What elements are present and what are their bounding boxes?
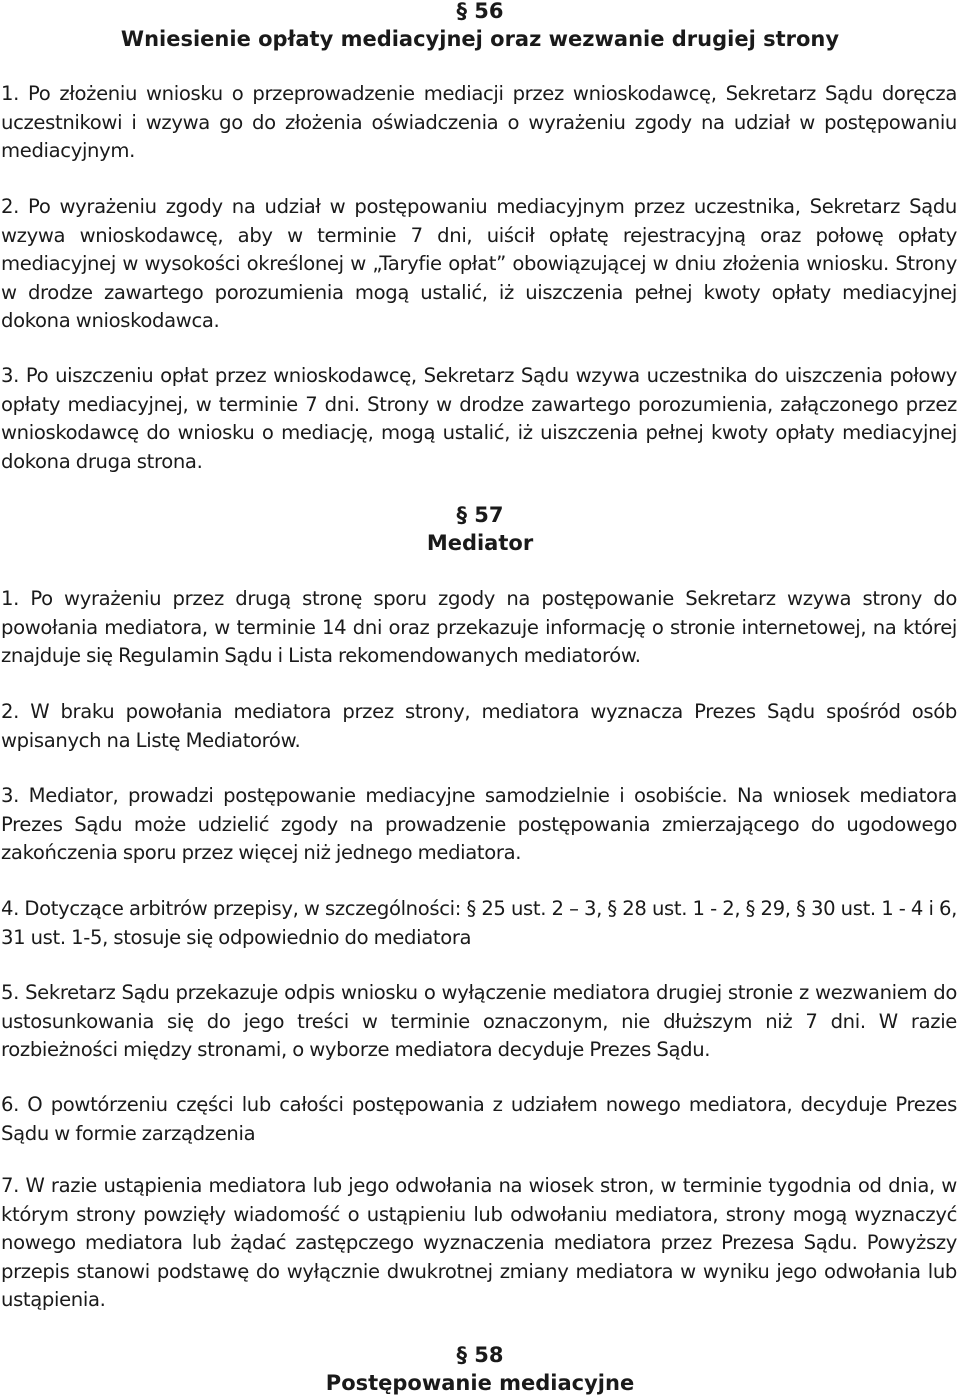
section-number: § 57 <box>456 503 504 527</box>
section-title: Mediator <box>426 531 534 555</box>
paragraph: 4. Dotyczące arbitrów przepisy, w szczególności: § 25 ust. 2 – 3, § 28 ust. 1 - 2, § 29, § 30 ust. 1 - 4 i 6, 31 ust. 1-5, stosuje się odpowiednio do mediatora <box>1 897 957 949</box>
paragraph: 1. Po złożeniu wniosku o przeprowadzenie mediacji przez wnioskodawcę, Sekretarz Sądu doręcza uczestnikowi i wzywa go do złożenia oświadczenia o wyrażeniu zgody na udział w postępowaniu mediacyjnym. <box>1 82 957 162</box>
section-number: § 58 <box>456 1343 504 1367</box>
paragraph: 6. O powtórzeniu części lub całości postępowania z udziałem nowego mediatora, decyduje Prezes Sądu w formie zarządzenia <box>1 1093 957 1145</box>
paragraph: 2. W braku powołania mediatora przez strony, mediatora wyznacza Prezes Sądu spośród osób wpisanych na Listę Mediatorów. <box>1 700 957 752</box>
paragraph: 5. Sekretarz Sądu przekazuje odpis wniosku o wyłączenie mediatora drugiej stronie z wezwaniem do ustosunkowania się do jego treści w terminie oznaczonym, nie dłuższym niż 7 dni. W razie rozbieżności między stronami, o wyborze mediatora decyduje Prezes Sądu. <box>1 981 957 1061</box>
section-title: Postępowanie mediacyjne <box>325 1371 635 1395</box>
paragraph: 7. W razie ustąpienia mediatora lub jego odwołania na wiosek stron, w terminie tygodnia od dnia, w którym strony powzięły wiadomość o ustąpieniu lub odwołaniu mediatora, strony mogą wyznaczyć nowego mediatora lub żądać zastępczego wyznaczenia mediatora przez Prezesa Sądu. Powyższy przepis stanowi podstawę do wyłącznie dwukrotnej zmiany mediatora w wyniku jego odwołania lub ustąpienia. <box>1 1174 957 1311</box>
paragraph: 2. Po wyrażeniu zgody na udział w postępowaniu mediacyjnym przez uczestnika, Sekretarz Sądu wzywa wnioskodawcę, aby w terminie 7 dni, uiścił opłatę rejestracyjną oraz połowę opłaty mediacyjnej w wysokości określonej w „Taryfie opłat” obowiązującej w dniu złożenia wniosku. Strony w drodze zawartego porozumienia mogą ustalić, iż uiszczenia pełnej kwoty opłaty mediacyjnej dokona wnioskodawca. <box>1 195 957 332</box>
section-number: § 56 <box>456 0 504 23</box>
paragraph: 3. Po uiszczeniu opłat przez wnioskodawcę, Sekretarz Sądu wzywa uczestnika do uiszczenia połowy opłaty mediacyjnej, w terminie 7 dni. Strony w drodze zawartego porozumienia, załączonego przez wnioskodawcę do wniosku o mediację, mogą ustalić, iż uiszczenia pełnej kwoty opłaty mediacyjnej dokona druga strona. <box>1 364 957 473</box>
paragraph: 3. Mediator, prowadzi postępowanie mediacyjne samodzielnie i osobiście. Na wniosek mediatora Prezes Sądu może udzielić zgody na prowadzenie postępowania zmierzającego do ugodowego zakończenia sporu przez więcej niż jednego mediatora. <box>1 784 957 864</box>
paragraph: 1. Po wyrażeniu przez drugą stronę sporu zgody na postępowanie Sekretarz wzywa strony do powołania mediatora, w terminie 14 dni oraz przekazuje informację o stronie internetowej, na której znajduje się Regulamin Sądu i Lista rekomendowanych mediatorów. <box>1 587 957 667</box>
section-title: Wniesienie opłaty mediacyjnej oraz wezwanie drugiej strony <box>120 27 840 51</box>
